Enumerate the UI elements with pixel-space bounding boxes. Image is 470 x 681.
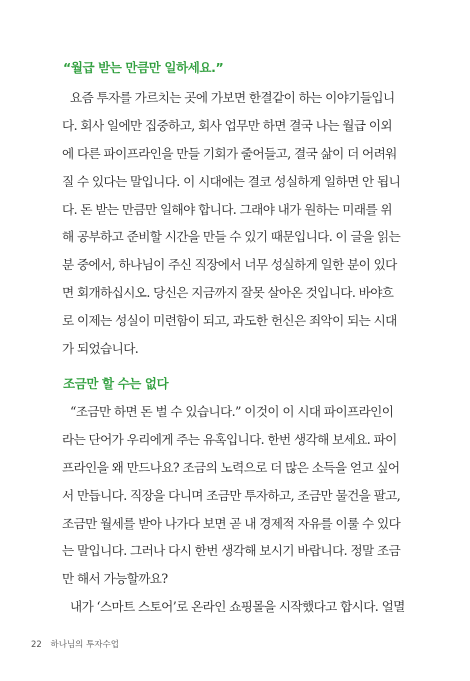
text-line: 해 공부하고 준비할 시간을 만들 수 있기 때문입니다. 이 글을 읽는: [62, 229, 401, 245]
body-paragraph: [62, 398, 407, 621]
text-line: 가 되었습니다.: [62, 341, 139, 357]
page-footer: [31, 638, 119, 650]
text-line: 만 해서 가능할까요?: [62, 571, 168, 587]
text-line: 면 회개하십시오. 당신은 지금까지 잘못 살아온 것입니다. 바야흐: [62, 285, 394, 301]
text-line: 내가 ‘스마트 스토어’로 온라인 쇼핑몰을 시작했다고 합시다. 얼멸: [70, 599, 405, 615]
text-line: 서 만듭니다. 직장을 다니며 조금만 투자하고, 조금만 물건을 팔고,: [62, 487, 401, 503]
text-line: 다. 돈 받는 만큼만 일해야 합니다. 그래야 내가 원하는 미래를 위: [62, 201, 392, 217]
text-line: 에 다른 파이프라인을 만들 기회가 줄어들고, 결국 삶이 더 어려워: [62, 145, 397, 161]
section-heading: 조금만 할 수는 없다: [63, 376, 169, 391]
text-line: 다. 회사 일에만 집중하고, 회사 업무만 하면 결국 나는 월급 이외: [62, 117, 392, 133]
text-line: 는 말입니다. 그러나 다시 한번 생각해 보시기 바랍니다. 정말 조금: [62, 543, 401, 559]
section-heading: “월급 받는 만큼만 일하세요.”: [63, 60, 224, 75]
text-line: 요즘 투자를 가르치는 곳에 가보면 한결같이 하는 이야기들입니: [70, 90, 395, 105]
page-number: 22: [31, 640, 42, 650]
body-paragraph: [62, 84, 407, 363]
text-line: 프라인을 왜 만드나요? 조금의 노력으로 더 많은 소득을 얻고 싶어: [62, 459, 400, 475]
text-line: 로 이제는 성실이 미련함이 되고, 과도한 헌신은 죄악이 되는 시대: [62, 313, 397, 329]
book-title: 하나님의 투자수업: [50, 640, 119, 650]
text-line: 라는 단어가 우리에게 주는 유혹입니다. 한번 생각해 보세요. 파이: [62, 431, 397, 447]
text-line: 분 중에서, 하나님이 주신 직장에서 너무 성실하게 일한 분이 있다: [62, 257, 397, 273]
text-line: 조금만 월세를 받아 나가다 보면 곧 내 경제적 자유를 이룰 수 있다: [62, 515, 401, 531]
text-line: 질 수 있다는 말입니다. 이 시대에는 결코 성실하게 일하면 안 됩니: [62, 173, 401, 189]
text-line: “조금만 하면 돈 벌 수 있습니다.” 이것이 이 시대 파이프라인이: [70, 404, 394, 419]
